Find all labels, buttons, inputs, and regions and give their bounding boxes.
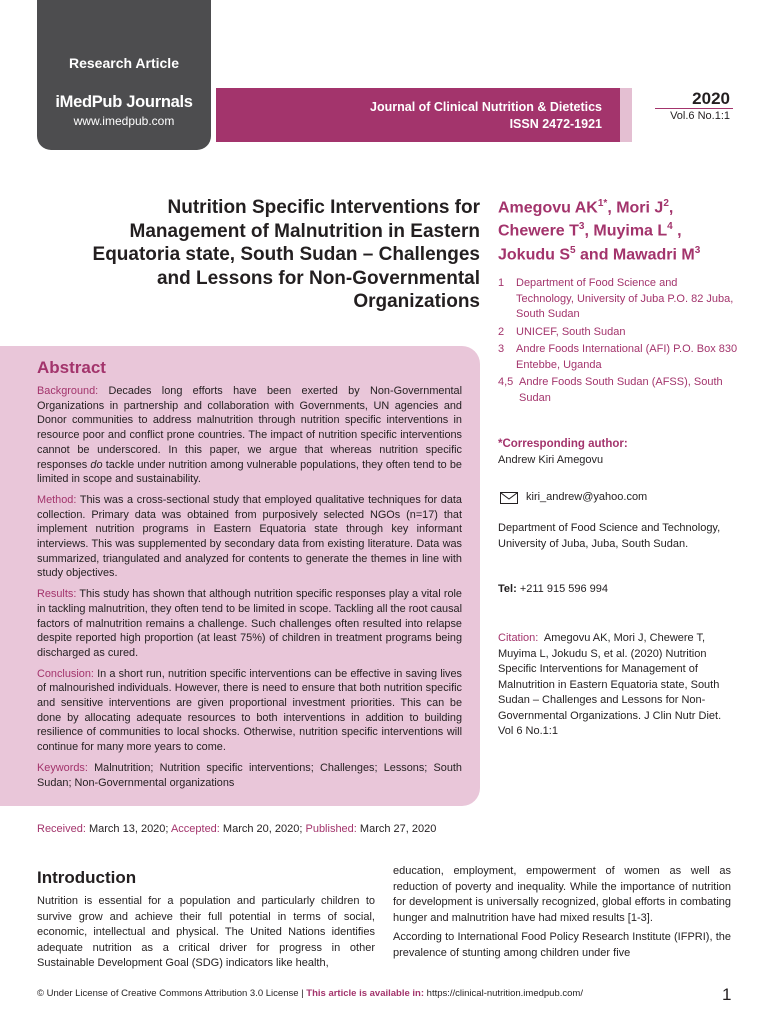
article-dates xyxy=(37,823,436,835)
published-label: Published: xyxy=(305,823,357,835)
affiliation-number: 4,5 xyxy=(498,376,514,388)
abstract-results xyxy=(37,587,462,661)
license-text: © Under License of Creative Commons Attribution 3.0 License | xyxy=(37,988,304,999)
publisher-url[interactable]: www.imedpub.com xyxy=(73,114,175,128)
page-number: 1 xyxy=(722,985,732,1004)
tel-label: Tel: xyxy=(498,583,517,595)
conclusion-label: Conclusion: xyxy=(37,667,94,680)
affiliation-text: Department of Food Science and Technology, University of Juba P.O. 82 Juba, South Sudan xyxy=(516,277,734,320)
author-sep: , xyxy=(584,222,594,240)
author-sep: , xyxy=(607,199,617,217)
author-sup: 2 xyxy=(663,198,669,209)
author-name: Chewere T xyxy=(498,222,579,240)
author-sep: , xyxy=(668,199,674,217)
author-sup: 4 xyxy=(667,221,673,233)
journal-name: Journal of Clinical Nutrition & Dietetics xyxy=(370,100,602,114)
author-name: Jokudu S xyxy=(498,245,571,263)
year-divider xyxy=(655,108,733,109)
affiliation-text: Andre Foods South Sudan (AFSS), South Sudan xyxy=(519,376,723,404)
method-text: This was a cross-sectional study that employed qualitative techniques for data collection. Primary data was obtained from purposively selected NGOs (n=17) that implement nutrition programs in Eastern Equatoria state through key informant interviews. This was supplemented by secondary data from existing literature. Data was summarized, triangulated and analyzed for contents to generate the themes in line with study objectives. xyxy=(37,493,462,580)
affiliation-text: Andre Foods International (AFI) P.O. Box 830 Entebbe, Uganda xyxy=(516,343,738,371)
journal-banner xyxy=(216,88,620,142)
accepted-date: March 20, 2020; xyxy=(222,823,303,835)
author-sup: 3 xyxy=(694,244,701,256)
corresponding-author-name: Andrew Kiri Amegovu xyxy=(498,454,604,466)
journal-banner-tail xyxy=(620,88,632,142)
envelope-icon xyxy=(500,492,518,504)
page-footer xyxy=(37,988,583,999)
published-date: March 27, 2020 xyxy=(359,823,437,835)
author-name: Mawadri M xyxy=(612,245,695,263)
affiliation-number: 1 xyxy=(498,277,505,289)
intro-paragraph: Nutrition is essential for a population and particularly children to survive grow and achieve their full potential in terms of social, economic, intellectual and physical. The United Nations identifies adequate nutrition as a critical driver for progress in other Sustainable Development Goal (SDG) indicators like health, xyxy=(37,895,375,970)
background-text-post: tackle under nutrition among vulnerable populations, they often tend to be limited in scope and sustainability. xyxy=(37,458,462,486)
footer-url[interactable]: https://clinical-nutrition.imedpub.com/ xyxy=(426,988,583,999)
received-date: March 13, 2020; xyxy=(88,823,169,835)
publication-year: 2020 xyxy=(692,89,730,108)
introduction-left-column xyxy=(37,894,375,976)
abstract-heading: Abstract xyxy=(37,358,106,377)
author-name: Amegovu AK xyxy=(498,199,598,217)
publisher-badge xyxy=(37,0,211,150)
intro-paragraph: According to International Food Policy Research Institute (IFPRI), the prevalence of stunting among children under five xyxy=(393,931,731,959)
accepted-label: Accepted: xyxy=(170,823,220,835)
received-label: Received: xyxy=(37,823,86,835)
citation xyxy=(498,631,733,740)
background-label: Background: xyxy=(37,385,99,397)
author-sep: and xyxy=(575,245,613,263)
corresponding-email[interactable]: kiri_andrew@yahoo.com xyxy=(526,491,648,503)
keywords-label: Keywords: xyxy=(37,761,88,774)
abstract-conclusion xyxy=(37,667,462,755)
background-text-em: do xyxy=(90,458,103,471)
affiliations xyxy=(498,276,738,408)
author-name: Muyima L xyxy=(593,222,668,240)
affiliation-item xyxy=(498,342,738,373)
affiliation-number: 2 xyxy=(498,325,505,338)
keywords-text: Malnutrition; Nutrition specific interventions; Challenges; Lessons; South Sudan; Non-Governmental organizations xyxy=(37,761,462,789)
results-label: Results: xyxy=(37,588,77,601)
abstract-background xyxy=(37,384,462,487)
author-list xyxy=(498,194,748,264)
conclusion-text: In a short run, nutrition specific interventions can be effective in saving lives of malnourished individuals. However, there is need to ensure that both nutrition specific and sensitive interventions are given proportional investment priorities. This can be done by allocating adequate resources to both interventions in addition to building resilience of communities to local shocks. Otherwise, nutrition specific interventions will continue for many more years to come. xyxy=(37,667,462,754)
available-label: This article is available in: xyxy=(306,988,425,999)
abstract-keywords xyxy=(37,761,462,790)
author-sep: , xyxy=(672,222,682,240)
publisher-name: iMedPub Journals xyxy=(55,93,193,111)
introduction-right-column xyxy=(393,864,731,966)
method-label: Method: xyxy=(37,493,77,506)
affiliation-text: UNICEF, South Sudan xyxy=(516,325,626,338)
author-sup: 3 xyxy=(578,221,585,233)
results-text: This study has shown that although nutrition specific responses play a vital role in tackling malnutrition, they often tend to be limited in scope. Tackling all the root causal factors of malnutrition remains a challenge. Such challenges often resulted into relapse despite reported high proportion (at least 75%) of children in treatment programs being discharged as cured. xyxy=(37,588,462,659)
abstract-box xyxy=(0,346,480,806)
corresponding-department: Department of Food Science and Technology, University of Juba, Juba, South Sudan. xyxy=(498,522,721,550)
corresponding-tel xyxy=(498,583,608,595)
affiliation-item xyxy=(498,375,738,406)
background-text-pre: Decades long efforts have been exerted by Non-Governmental Organizations in partnership and collaboration with Governments, UN agencies and Donor communities to address malnutrition through nutrition specific interventions in resource poor and conflict prone countries. The impact of nutrition specific interventions cannot be underscored. In this paper, we argue that whereas nutrition specific responses xyxy=(37,385,463,471)
volume-number: Vol.6 No.1:1 xyxy=(670,110,730,122)
article-type: Research Article xyxy=(69,55,179,71)
intro-paragraph: education, employment, empowerment of women as well as reduction of poverty and inequality. While the importance of nutrition for development is universally recognized, global efforts in combating hunger and malnutrition have had mixed results [1-3]. xyxy=(393,865,731,924)
author-sup: 1* xyxy=(597,198,608,209)
article-title: Nutrition Specific Interventions for Management of Malnutrition in Eastern Equatoria state, South Sudan – Challenges and Lessons for Non-Governmental Organizations xyxy=(92,197,480,312)
tel-number: +211 915 596 994 xyxy=(519,583,609,595)
abstract-method xyxy=(37,493,462,581)
citation-text: Amegovu AK, Mori J, Chewere T, Muyima L, Jokudu S, et al. (2020) Nutrition Specific Interventions for Management of Malnutrition in Eastern Equatoria state, South Sudan – Challenges and Lessons for Non-Governmental Organizations. J Clin Nutr Diet. Vol 6 No.1:1 xyxy=(498,632,722,737)
author-name: Mori J xyxy=(616,199,664,217)
affiliation-item xyxy=(498,276,738,323)
author-sup: 5 xyxy=(570,244,576,256)
citation-label: Citation: xyxy=(498,632,539,644)
corresponding-author-label: *Corresponding author: xyxy=(498,438,628,450)
affiliation-number: 3 xyxy=(498,343,505,355)
introduction-heading: Introduction xyxy=(37,868,137,887)
affiliation-item xyxy=(498,325,738,341)
journal-issn: ISSN 2472-1921 xyxy=(509,117,602,131)
